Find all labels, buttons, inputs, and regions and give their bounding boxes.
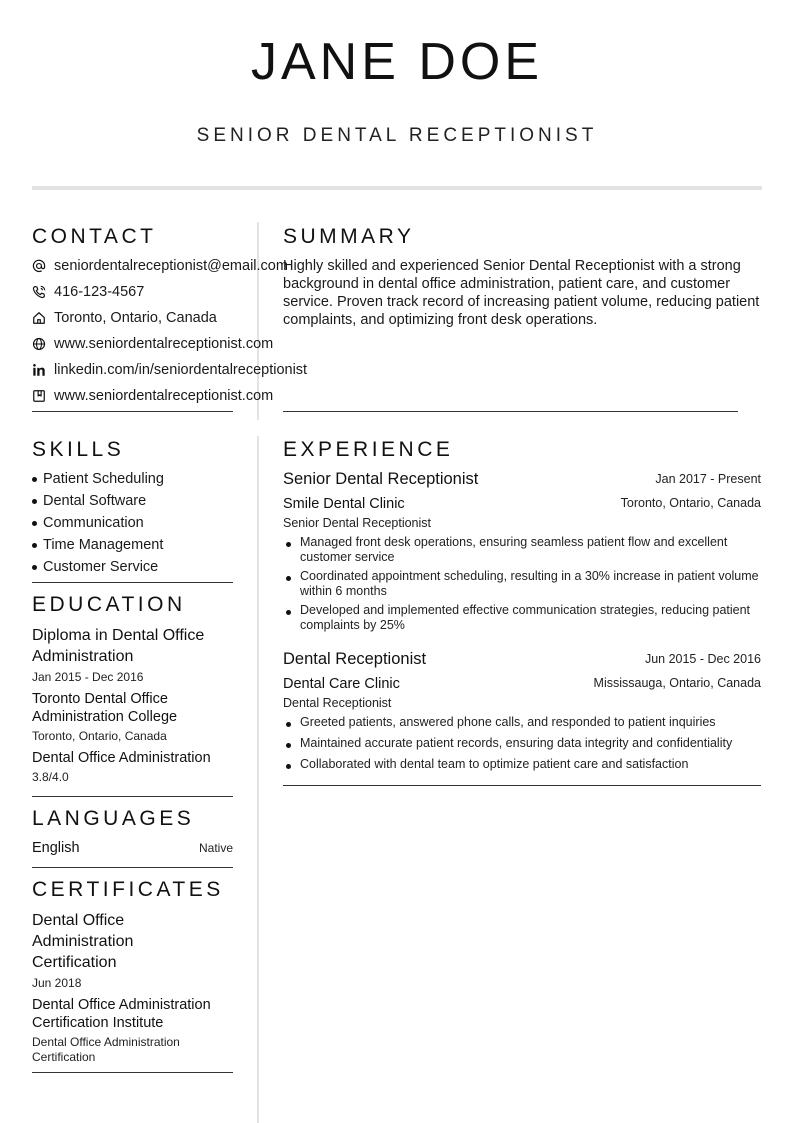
certificate-issuer: Dental Office Administration Certification Institute <box>32 997 211 1031</box>
certificates-divider <box>32 1072 233 1073</box>
skills-heading: SKILLS <box>32 438 125 461</box>
job-dates: Jan 2017 - Present <box>655 472 761 486</box>
education-degree: Diploma in Dental Office Administration <box>32 627 205 665</box>
job-title: Dental Receptionist <box>283 650 427 668</box>
education-gpa: 3.8/4.0 <box>32 770 69 784</box>
education-dates: Jan 2015 - Dec 2016 <box>32 670 144 684</box>
education-location: Toronto, Ontario, Canada <box>32 729 167 743</box>
education-school: Toronto Dental Office Administration College <box>32 691 178 725</box>
phone-icon <box>32 285 46 299</box>
candidate-title: SENIOR DENTAL RECEPTIONIST <box>196 125 598 146</box>
job-role: Dental Receptionist <box>283 696 392 710</box>
languages-divider <box>32 867 233 868</box>
contact-location: Toronto, Ontario, Canada <box>32 308 217 328</box>
languages-heading: LANGUAGES <box>32 807 195 830</box>
home-icon <box>32 311 46 325</box>
certificate-name: Dental Office Administration Certification <box>32 912 134 971</box>
summary-divider <box>283 411 738 412</box>
job-bullet: Collaborated with dental team to optimize patient care and satisfaction <box>283 757 761 772</box>
candidate-name: JANE DOE <box>250 33 544 91</box>
skill-item: Time Management <box>32 535 163 555</box>
contact-email[interactable]: seniordentalreceptionist@email.com <box>32 256 288 276</box>
language-level: Native <box>198 841 233 855</box>
contact-phone[interactable]: 416-123-4567 <box>32 282 144 302</box>
education-heading: EDUCATION <box>32 593 186 616</box>
job-bullet: Coordinated appointment scheduling, resulting in a 30% increase in patient volume within 6 months <box>283 569 761 599</box>
skills-divider <box>32 582 233 583</box>
skill-item: Customer Service <box>32 557 158 577</box>
skill-item: Communication <box>32 513 144 533</box>
summary-text: Highly skilled and experienced Senior Dental Receptionist with a strong background in dental office administration, patient care, and customer service. Proven track record of increasing patient volume, reducing patient complaints, and optimizing front desk operations. <box>283 258 760 328</box>
education-divider <box>32 796 233 797</box>
contact-website[interactable]: www.seniordentalreceptionist.com <box>32 334 273 354</box>
linkedin-icon <box>32 363 46 377</box>
contact-portfolio[interactable]: www.seniordentalreceptionist.com <box>32 386 273 406</box>
contact-divider <box>32 411 233 412</box>
header-divider <box>32 186 762 190</box>
skill-item: Patient Scheduling <box>32 469 164 489</box>
education-field: Dental Office Administration <box>32 750 211 766</box>
experience-divider <box>283 785 761 786</box>
contact-linkedin[interactable]: linkedin.com/in/seniordentalreceptionist <box>32 360 307 380</box>
experience-heading: EXPERIENCE <box>283 438 454 461</box>
summary-heading: SUMMARY <box>283 225 415 248</box>
contact-heading: CONTACT <box>32 225 157 248</box>
job-location: Mississauga, Ontario, Canada <box>593 676 761 690</box>
job-company: Dental Care Clinic <box>283 676 400 692</box>
job-location: Toronto, Ontario, Canada <box>620 496 761 510</box>
job-bullet: Developed and implemented effective communication strategies, reducing patient complaints by 25% <box>283 603 761 633</box>
portfolio-icon <box>32 389 46 403</box>
job-role: Senior Dental Receptionist <box>283 516 431 530</box>
job-bullet: Maintained accurate patient records, ensuring data integrity and confidentiality <box>283 736 761 751</box>
certificate-description: Dental Office Administration Certification <box>32 1035 180 1064</box>
certificate-date: Jun 2018 <box>32 976 82 990</box>
skill-item: Dental Software <box>32 491 146 511</box>
job-company: Smile Dental Clinic <box>283 496 405 512</box>
job-title: Senior Dental Receptionist <box>283 470 479 488</box>
job-bullet: Managed front desk operations, ensuring seamless patient flow and excellent customer service <box>283 535 761 565</box>
column-divider-bottom <box>257 436 259 1123</box>
globe-icon <box>32 337 46 351</box>
language-name: English <box>32 840 80 856</box>
at-icon <box>32 259 46 273</box>
job-bullet: Greeted patients, answered phone calls, and responded to patient inquiries <box>283 715 761 730</box>
job-dates: Jun 2015 - Dec 2016 <box>644 652 761 666</box>
certificates-heading: CERTIFICATES <box>32 878 224 901</box>
